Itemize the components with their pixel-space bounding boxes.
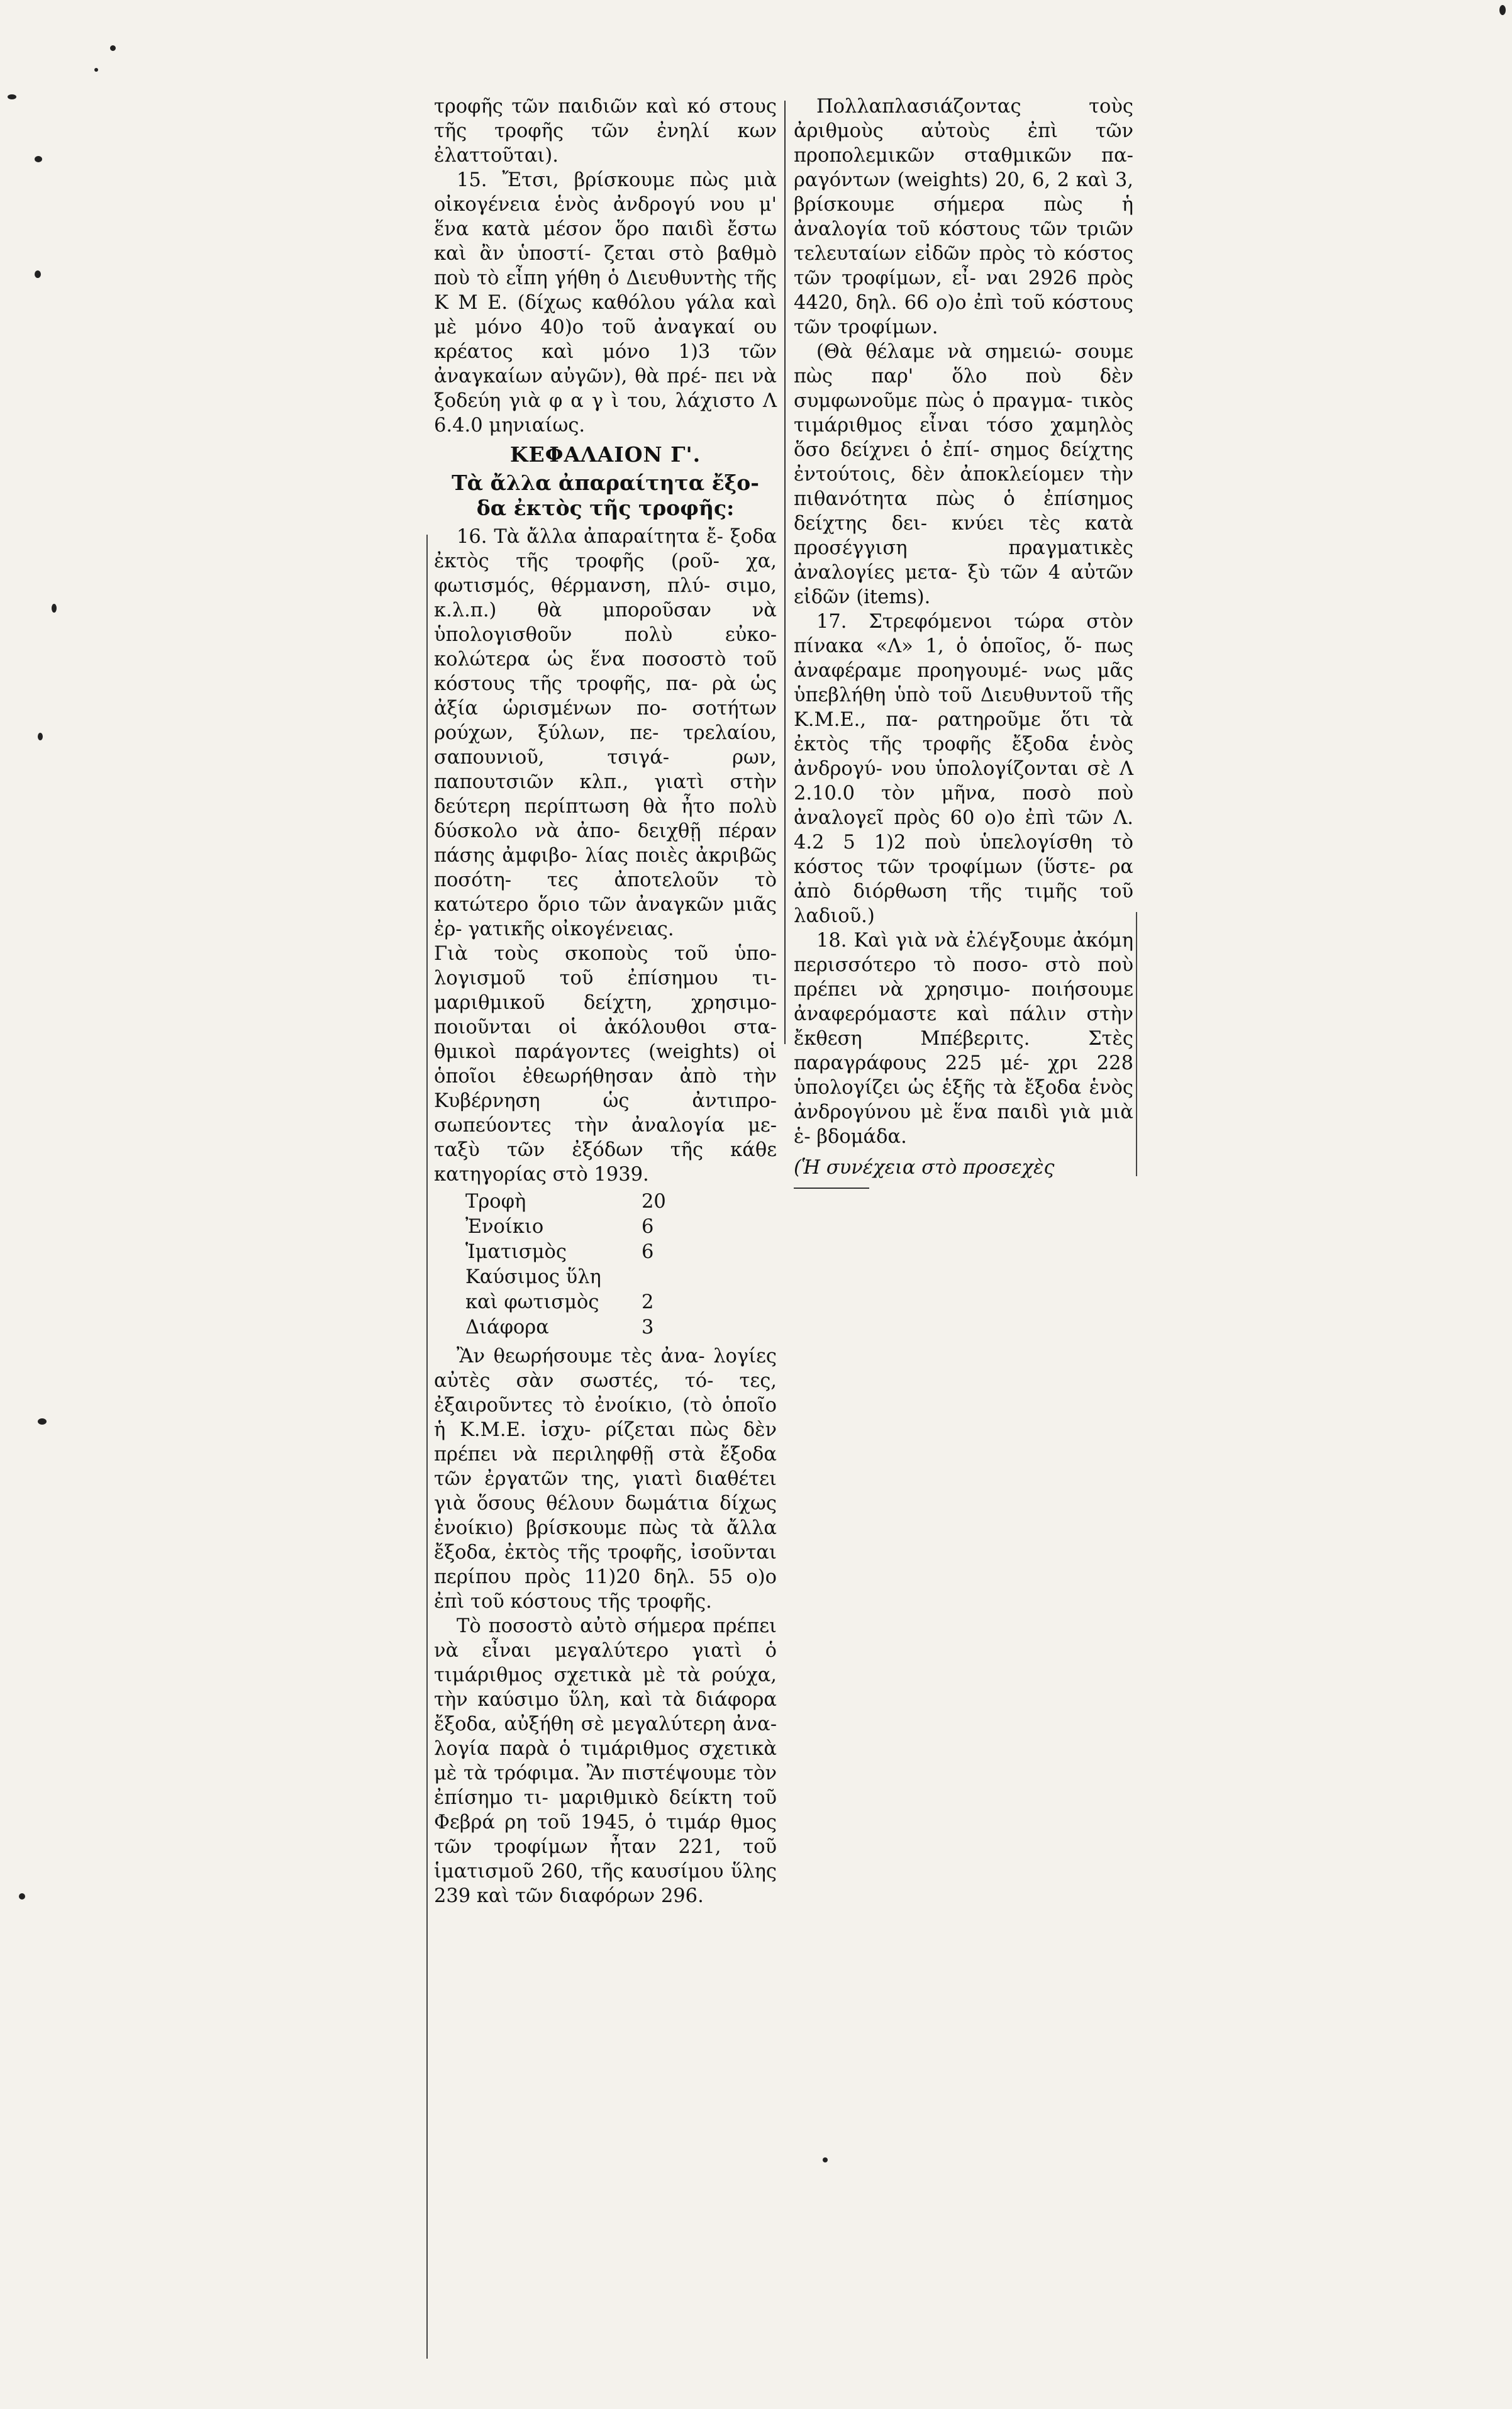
- left-margin-rule: [426, 535, 428, 2359]
- weight-label: Διάφορα: [465, 1316, 549, 1338]
- weights-row: [465, 1215, 777, 1240]
- paragraph: Ἂν θεωρήσουμε τὲς ἀνα- λογίες αὐτὲς σὰν σωστές, τό- τες, ἐξαιροῦντες τὸ ἐνοίκιο, (τὸ ὁποῖο ἡ Κ.Μ.Ε. ἰσχυ- ρίζεται πὼς δὲν πρέπει νὰ περιληφθῇ στὰ ἔξοδα τῶν ἐργατῶν της, γιατὶ διαθέτει γιὰ ὅσους θέλουν δωμάτια δίχως ἐνοίκιο) βρίσκουμε πὼς τὰ ἄλλα ἔξοδα, ἐκτὸς τῆς τροφῆς, ἰσοῦνται περίπου πρὸς 11)20 δηλ. 55 ο)ο ἐπὶ τοῦ κόστους τῆς τροφῆς.: [434, 1345, 777, 1613]
- weight-value: 2: [642, 1291, 654, 1313]
- left-column: [434, 94, 777, 1908]
- scan-speck: [38, 733, 43, 740]
- weights-row: [465, 1265, 777, 1290]
- right-margin-rule: [1136, 912, 1137, 1176]
- scan-speck: [35, 156, 42, 162]
- weight-label: καὶ φωτισμὸς: [465, 1291, 599, 1313]
- weight-value: 20: [642, 1191, 666, 1213]
- scan-speck: [8, 94, 16, 99]
- paragraph-17: 17. Στρεφόμενοι τώρα στὸν πίνακα «Λ» 1, ὁ ὁποῖος, ὅ- πως ἀναφέραμε προηγουμέ- νως μᾶς ὑπεβλήθη ὑπὸ τοῦ Διευθυντοῦ τῆς Κ.Μ.Ε., πα- ρατηροῦμε ὅτι τὰ ἐκτὸς τῆς τροφῆς ἔξοδα ἑνὸς ἀνδρογύ- νου ὑπολογίζονται σὲ Λ 2.10.0 τὸν μῆνα, ποσὸ ποὺ ἀναλογεῖ πρὸς 60 ο)ο ἐπὶ τῶν Λ. 4.2 5 1)2 ποὺ ὑπελογίσθη τὸ κόστος τῶν τροφίμων (ὕστε- ρα ἀπὸ διόρθωση τῆς τιμῆς τοῦ λαδιοῦ.): [794, 611, 1133, 927]
- chapter-heading: ΚΕΦΑΛΑΙΟΝ Γ'.: [509, 442, 701, 467]
- weight-value: 6: [642, 1241, 654, 1263]
- scan-speck: [110, 45, 116, 51]
- paragraph-16: 16. Τὰ ἄλλα ἀπαραίτητα ἔ- ξοδα ἐκτὸς τῆς τροφῆς (ροῦ- χα, φωτισμός, θέρμανση, πλύ- σιμο, κ.λ.π.) θὰ μποροῦσαν νὰ ὑπολογισθοῦν πολὺ εὐκο- κολώτερα ὡς ἕνα ποσοστὸ τοῦ κόστους τῆς τροφῆς, πα- ρὰ ὡς ἀξία ὡρισμένων πο- σοτήτων ρούχων, ξύλων, πε- τρελαίου, σαπουνιοῦ, τσιγά- ρων, παπουτσιῶν κλπ., γιατὶ στὴν δεύτερη περίπτωση θὰ ἦτο πολὺ δύσκολο νὰ ἀπο- δειχθῇ πέραν πάσης ἀμφιβο- λίας ποιὲς ἀκριβῶς ποσότη- τες ἀποτελοῦν τὸ κατώτερο ὅριο τῶν ἀναγκῶν μιᾶς ἐρ- γατικῆς οἰκογένειας.: [434, 526, 777, 940]
- weights-row: [465, 1189, 777, 1215]
- weight-label: Τροφὴ: [465, 1191, 526, 1213]
- weights-row: [465, 1290, 777, 1315]
- scan-speck: [38, 1418, 47, 1425]
- paragraph: (Θὰ θέλαμε νὰ σημειώ- σουμε πὼς παρ' ὅλο ποὺ δὲν συμφωνοῦμε πὼς ὁ πραγμα- τικὸς τιμάριθμος εἶναι τόσο χαμηλὸς ὅσο δείχνει ὁ ἐπί- σημος δείχτης ἐντούτοις, δὲν ἀποκλείομεν τὴν πιθανότητα πὼς ὁ ἐπίσημος δείχτης δει- κνύει τὲς κατὰ προσέγγιση πραγματικὲς ἀναλογίες μετα- ξὺ τῶν 4 αὐτῶν εἰδῶν (items).: [794, 341, 1133, 608]
- scan-speck: [1499, 5, 1506, 15]
- weight-value: [642, 1265, 679, 1290]
- scan-speck: [19, 1893, 25, 1900]
- weight-value: 6: [642, 1216, 654, 1238]
- weight-value: 3: [642, 1316, 654, 1338]
- section-subheading: Τὰ ἄλλα ἀπαραίτητα ἔξο- δα ἐκτὸς τῆς τροφῆς:: [452, 470, 759, 520]
- weight-label: Ἐνοίκιο: [465, 1216, 544, 1238]
- weight-label: Καύσιμος ὕλη: [465, 1266, 601, 1288]
- scan-speck: [52, 604, 57, 613]
- newspaper-clipping: [434, 94, 1138, 2409]
- paragraph: Τὸ ποσοστὸ αὐτὸ σήμερα πρέπει νὰ εἶναι μεγαλύτερο γιατὶ ὁ τιμάριθμος σχετικὰ μὲ τὰ ρούχα, τὴν καύσιμο ὕλη, καὶ τὰ διάφορα ἔξοδα, αὐξήθη σὲ μεγαλύτερη ἀνα- λογία παρὰ ὁ τιμάριθμος σχετικὰ μὲ τὰ τρόφιμα. Ἂν πιστέψουμε τὸν ἐπίσημο τι- μαριθμικὸ δείκτη τοῦ Φεβρά ρη τοῦ 1945, ὁ τιμάρ θμος τῶν τροφίμων ἦταν 221, τοῦ ἱματισμοῦ 260, τῆς καυσίμου ὕλης 239 καὶ τῶν διαφόρων 296.: [434, 1615, 777, 1907]
- weights-row: [465, 1240, 777, 1265]
- paragraph-18: 18. Καὶ γιὰ νὰ ἐλέγξουμε ἀκόμη περισσότερο τὸ ποσο- στὸ ποὺ πρέπει νὰ χρησιμο- ποιήσουμε ἀναφερόμαστε καὶ πάλιν στὴν ἔκθεση Μπέβεριτς. Στὲς παραγράφους 225 μέ- χρι 228 ὑπολογίζει ὡς ἑξῆς τὰ ἔξοδα ἑνὸς ἀνδρογύνου μὲ ἕνα παιδὶ γιὰ μιὰ ἑ- βδομάδα.: [794, 930, 1133, 1148]
- paragraph: Γιὰ τοὺς σκοποὺς τοῦ ὑπο- λογισμοῦ τοῦ ἐπίσημου τι- μαριθμικοῦ δείχτη, χρησιμο- ποιοῦνται οἱ ἀκόλουθοι στα- θμικοὶ παράγοντες (weights) οἱ ὁποῖοι ἐθεωρήθησαν ἀπὸ τὴν Κυβέρνηση ὡς ἀντιπρο- σωπεύοντες τὴν ἀναλογία με- ταξὺ τῶν ἐξόδων τῆς κάθε κατηγορίας στὸ 1939.: [434, 943, 777, 1186]
- scan-speck: [35, 270, 41, 278]
- column-divider: [784, 101, 786, 1044]
- paragraph: Πολλαπλασιάζοντας τοὺς ἀριθμοὺς αὐτοὺς ἐπὶ τῶν προπολεμικῶν σταθμικῶν πα- ραγόντων (weights) 20, 6, 2 καὶ 3, βρίσκουμε σήμερα πὼς ἡ ἀναλογία τοῦ κόστους τῶν τριῶν τελευταίων εἰδῶν πρὸς τὸ κόστος τῶν τροφίμων, εἶ- ναι 2926 πρὸς 4420, δηλ. 66 ο)ο ἐπὶ τοῦ κόστους τῶν τροφίμων.: [794, 96, 1133, 338]
- scan-speck: [94, 68, 98, 72]
- weights-table: [465, 1189, 777, 1340]
- end-rule: [794, 1188, 869, 1189]
- right-column: [794, 94, 1133, 1189]
- paragraph: τροφῆς τῶν παιδιῶν καὶ κό στους τῆς τροφῆς τῶν ἐνηλί κων ἐλαττοῦται).: [434, 96, 777, 167]
- paragraph-15: 15. Ἔτσι, βρίσκουμε πὼς μιὰ οἰκογένεια ἑνὸς ἀνδρογύ νου μ' ἕνα κατὰ μέσον ὅρο παιδὶ ἔστω καὶ ἂν ὑποστί- ζεται στὸ βαθμὸ ποὺ τὸ εἶπη γήθη ὁ Διευθυντὴς τῆς Κ Μ Ε. (δίχως καθόλου γάλα καὶ μὲ μόνο 40)ο τοῦ ἀναγκαί ου κρέατος καὶ μόνο 1)3 τῶν ἀναγκαίων αὐγῶν), θὰ πρέ- πει νὰ ξοδεύη γιὰ φ α γ ὶ του, λάχιστο Λ 6.4.0 μηνιαίως.: [434, 169, 777, 437]
- weights-row: [465, 1315, 777, 1340]
- weight-label: Ἱματισμὸς: [465, 1241, 567, 1263]
- continued-note: (Ἡ συνέχεια στὸ προσεχὲς: [794, 1157, 1055, 1179]
